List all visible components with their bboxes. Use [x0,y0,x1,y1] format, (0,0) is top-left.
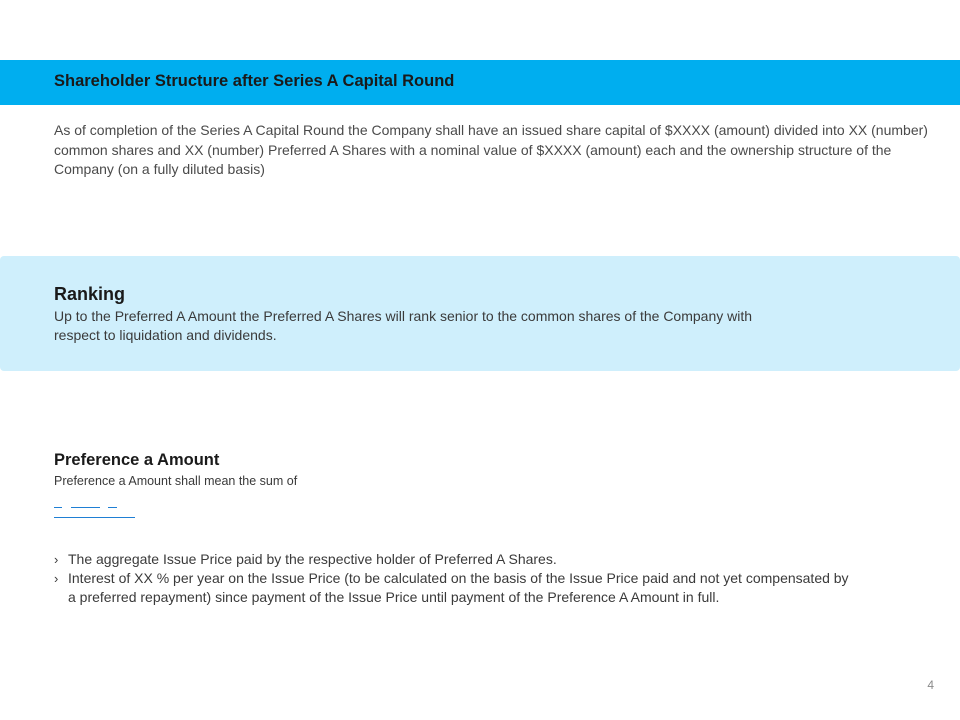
ranking-panel [0,256,960,371]
chevron-right-icon: › [54,552,59,567]
list-item-text: Interest of XX % per year on the Issue Price (to be calculated on the basis of the Issue Price paid and not yet compensated by a preferred repayment) since payment of the Issue Price until payment of the Preference A Amount in full. [68,570,849,605]
header-band [0,60,960,105]
list-item [54,550,854,569]
hyperlink-placeholder[interactable] [54,503,136,519]
list-item-text: The aggregate Issue Price paid by the respective holder of Preferred A Shares. [68,551,557,567]
preference-subtitle: Preference a Amount shall mean the sum of [54,474,298,488]
page-title: Shareholder Structure after Series A Capital Round [54,72,455,90]
preference-heading: Preference a Amount [54,451,220,469]
preference-bullet-list [54,550,854,607]
intro-paragraph: As of completion of the Series A Capital Round the Company shall have an issued share capital of $XXXX (amount) divided into XX (number) common shares and XX (number) Preferred A Shares with a nominal value of $XXXX (amount) each and the ownership structure of the Company (on a fully diluted basis) [54,122,928,177]
page-number: 4 [927,678,934,692]
ranking-paragraph: Up to the Preferred A Amount the Preferred A Shares will rank senior to the common shares of the Company with respect to liquidation and dividends. [54,308,753,343]
list-item [54,569,854,607]
chevron-right-icon: › [54,571,59,586]
ranking-heading: Ranking [54,284,126,304]
